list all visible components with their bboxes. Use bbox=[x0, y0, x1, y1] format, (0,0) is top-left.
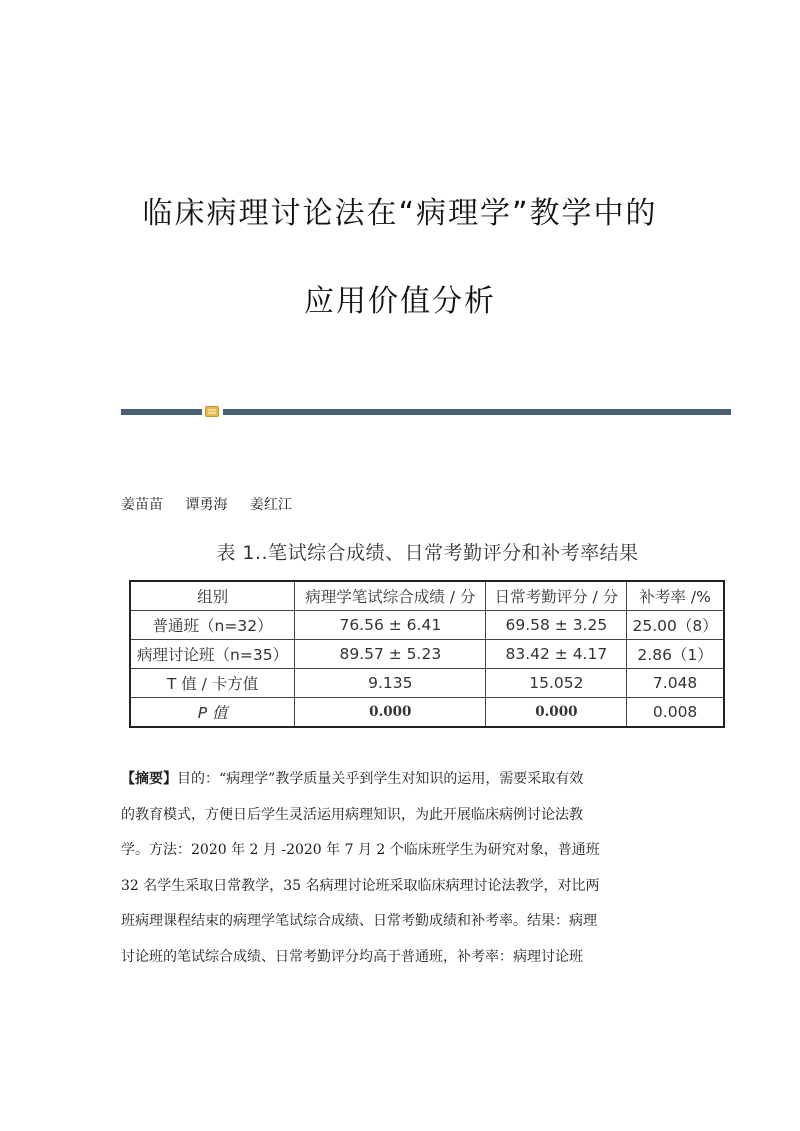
table-cell: 9.135 bbox=[295, 669, 486, 698]
table-cell: 2.86（1） bbox=[627, 640, 724, 669]
table-cell: 69.58 ± 3.25 bbox=[486, 611, 627, 640]
authors bbox=[121, 494, 310, 514]
abstract-label: 【摘要】 bbox=[121, 771, 177, 787]
table-cell: 7.048 bbox=[627, 669, 724, 698]
table-header: 组别 bbox=[130, 581, 295, 611]
table-cell: 89.57 ± 5.23 bbox=[295, 640, 486, 669]
table-cell: 76.56 ± 6.41 bbox=[295, 611, 486, 640]
results-table bbox=[129, 580, 725, 728]
author-name: 谭勇海 bbox=[185, 497, 228, 513]
table-row bbox=[130, 698, 724, 728]
table-caption: 表 1..笔试综合成绩、日常考勤评分和补考率结果 bbox=[216, 542, 639, 564]
abstract-text: 目的：“病理学”教学质量关乎到学生对知识的运用，需要采取有效 bbox=[177, 771, 584, 787]
document-icon bbox=[205, 406, 219, 417]
table-cell: 25.00（8） bbox=[627, 611, 724, 640]
table-cell: 0.000 bbox=[486, 698, 627, 728]
title-line-2: 应用价值分析 bbox=[304, 284, 496, 319]
table-cell: 病理讨论班（n=35） bbox=[130, 640, 295, 669]
abstract-line: 班病理课程结束的病理学笔试综合成绩、日常考勤成绩和补考率。结果：病理 bbox=[121, 913, 597, 929]
abstract-line: 讨论班的笔试综合成绩、日常考勤评分均高于普通班，补考率：病理讨论班 bbox=[121, 948, 583, 965]
table-header-row bbox=[130, 581, 724, 611]
author-name: 姜苗苗 bbox=[121, 497, 163, 513]
abstract bbox=[121, 762, 691, 975]
author-name: 姜红江 bbox=[249, 497, 292, 513]
table-cell: 83.42 ± 4.17 bbox=[486, 640, 627, 669]
table-cell: T 值 / 卡方值 bbox=[130, 669, 295, 698]
table-header: 日常考勤评分 / 分 bbox=[486, 581, 627, 611]
table-row bbox=[130, 640, 724, 669]
abstract-line: 32 名学生采取日常教学，35 名病理讨论班采取临床病理讨论法教学，对比两 bbox=[121, 877, 600, 894]
divider-right bbox=[223, 409, 731, 415]
table-cell: 0.008 bbox=[627, 698, 724, 728]
abstract-line bbox=[121, 762, 691, 798]
table-row bbox=[130, 611, 724, 640]
table-cell: 0.000 bbox=[295, 698, 486, 728]
table-header: 补考率 /% bbox=[627, 581, 724, 611]
abstract-line: 的教育模式，方便日后学生灵活运用病理知识，为此开展临床病例讨论法教 bbox=[121, 806, 583, 823]
divider-left bbox=[121, 409, 202, 415]
table-row bbox=[130, 669, 724, 698]
table-header: 病理学笔试综合成绩 / 分 bbox=[295, 581, 486, 611]
table-cell: 15.052 bbox=[486, 669, 627, 698]
table-cell: P 值 bbox=[130, 698, 295, 728]
table-cell: 普通班（n=32） bbox=[130, 611, 295, 640]
title-line-1: 临床病理讨论法在“病理学”教学中的 bbox=[142, 196, 658, 231]
abstract-line: 学。方法：2020 年 2 月 -2020 年 7 月 2 个临床班学生为研究对象，普通班 bbox=[121, 842, 600, 858]
